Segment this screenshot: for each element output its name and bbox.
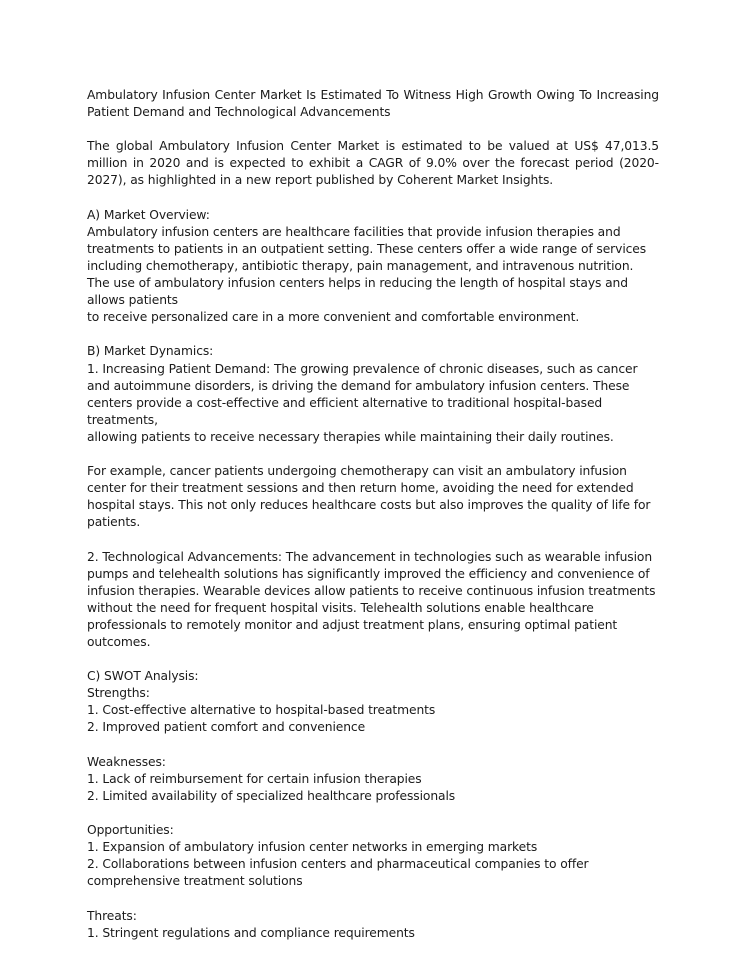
overview-body-continued: to receive personalized care in a more convenient and comfortable environment. — [87, 310, 580, 325]
dynamics-item-2: 2. Technological Advancements: The advancement in technologies such as wearable infusion pumps and telehealth solutions has significantly improved the efficiency and convenience of infusion therapies. Wearable devices allow patients to receive continuous infusion treatments without the need for frequent hospital visits. Telehealth solutions enable healthcare professionals to remotely monitor and adjust treatment plans, ensuring optimal patient outcomes. — [87, 549, 656, 649]
dynamics-heading: B) Market Dynamics: — [87, 344, 214, 359]
list-item: 2. Limited availability of specialized healthcare professionals — [87, 788, 456, 803]
dynamics-example: For example, cancer patients undergoing chemotherapy can visit an ambulatory infusion center for their treatment sessions and then return home, avoiding the need for extended hospital stays. This not only reduces healthcare costs but also improves the quality of life for patients. — [87, 464, 651, 530]
list-item: 1. Stringent regulations and compliance requirements — [87, 925, 415, 940]
dynamics-item-1: 1. Increasing Patient Demand: The growing prevalence of chronic diseases, such as cancer and autoimmune disorders, is driving the demand for ambulatory infusion centers. These centers provide a cost-effective and efficient alternative to traditional hospital-based treatments, — [87, 361, 638, 427]
list-item: 2. Collaborations between infusion centers and pharmaceutical companies to offer comprehensive treatment solutions — [87, 857, 589, 889]
overview-body: Ambulatory infusion centers are healthcare facilities that provide infusion therapies and treatments to patients in an outpatient setting. These centers offer a wide range of services including chemotherapy, antibiotic therapy, pain management, and intravenous nutrition. The use of ambulatory infusion centers helps in reducing the length of hospital stays and allows patients — [87, 224, 647, 308]
overview-heading: A) Market Overview: — [87, 207, 210, 222]
strengths-label: Strengths: — [87, 686, 150, 701]
intro-paragraph: The global Ambulatory Infusion Center Market is estimated to be valued at US$ 47,013.5 million in 2020 and is expected to exhibit a CAGR of 9.0% over the forecast period (2020-2027), as highlighted in a new report published by Coherent Market Insights. — [87, 139, 659, 188]
document-body — [87, 87, 659, 942]
document-title: Ambulatory Infusion Center Market Is Estimated To Witness High Growth Owing To Increasing Patient Demand and Technological Advancements — [87, 88, 659, 120]
list-item: 2. Improved patient comfort and convenience — [87, 720, 366, 735]
dynamics-item-1-continued: allowing patients to receive necessary therapies while maintaining their daily routines. — [87, 429, 614, 444]
opportunities-label: Opportunities: — [87, 823, 174, 838]
swot-heading: C) SWOT Analysis: — [87, 669, 199, 684]
list-item: 1. Lack of reimbursement for certain infusion therapies — [87, 771, 422, 786]
list-item: 1. Expansion of ambulatory infusion center networks in emerging markets — [87, 840, 538, 855]
list-item: 1. Cost-effective alternative to hospital-based treatments — [87, 703, 436, 718]
threats-label: Threats: — [87, 908, 137, 923]
weaknesses-label: Weaknesses: — [87, 754, 166, 769]
